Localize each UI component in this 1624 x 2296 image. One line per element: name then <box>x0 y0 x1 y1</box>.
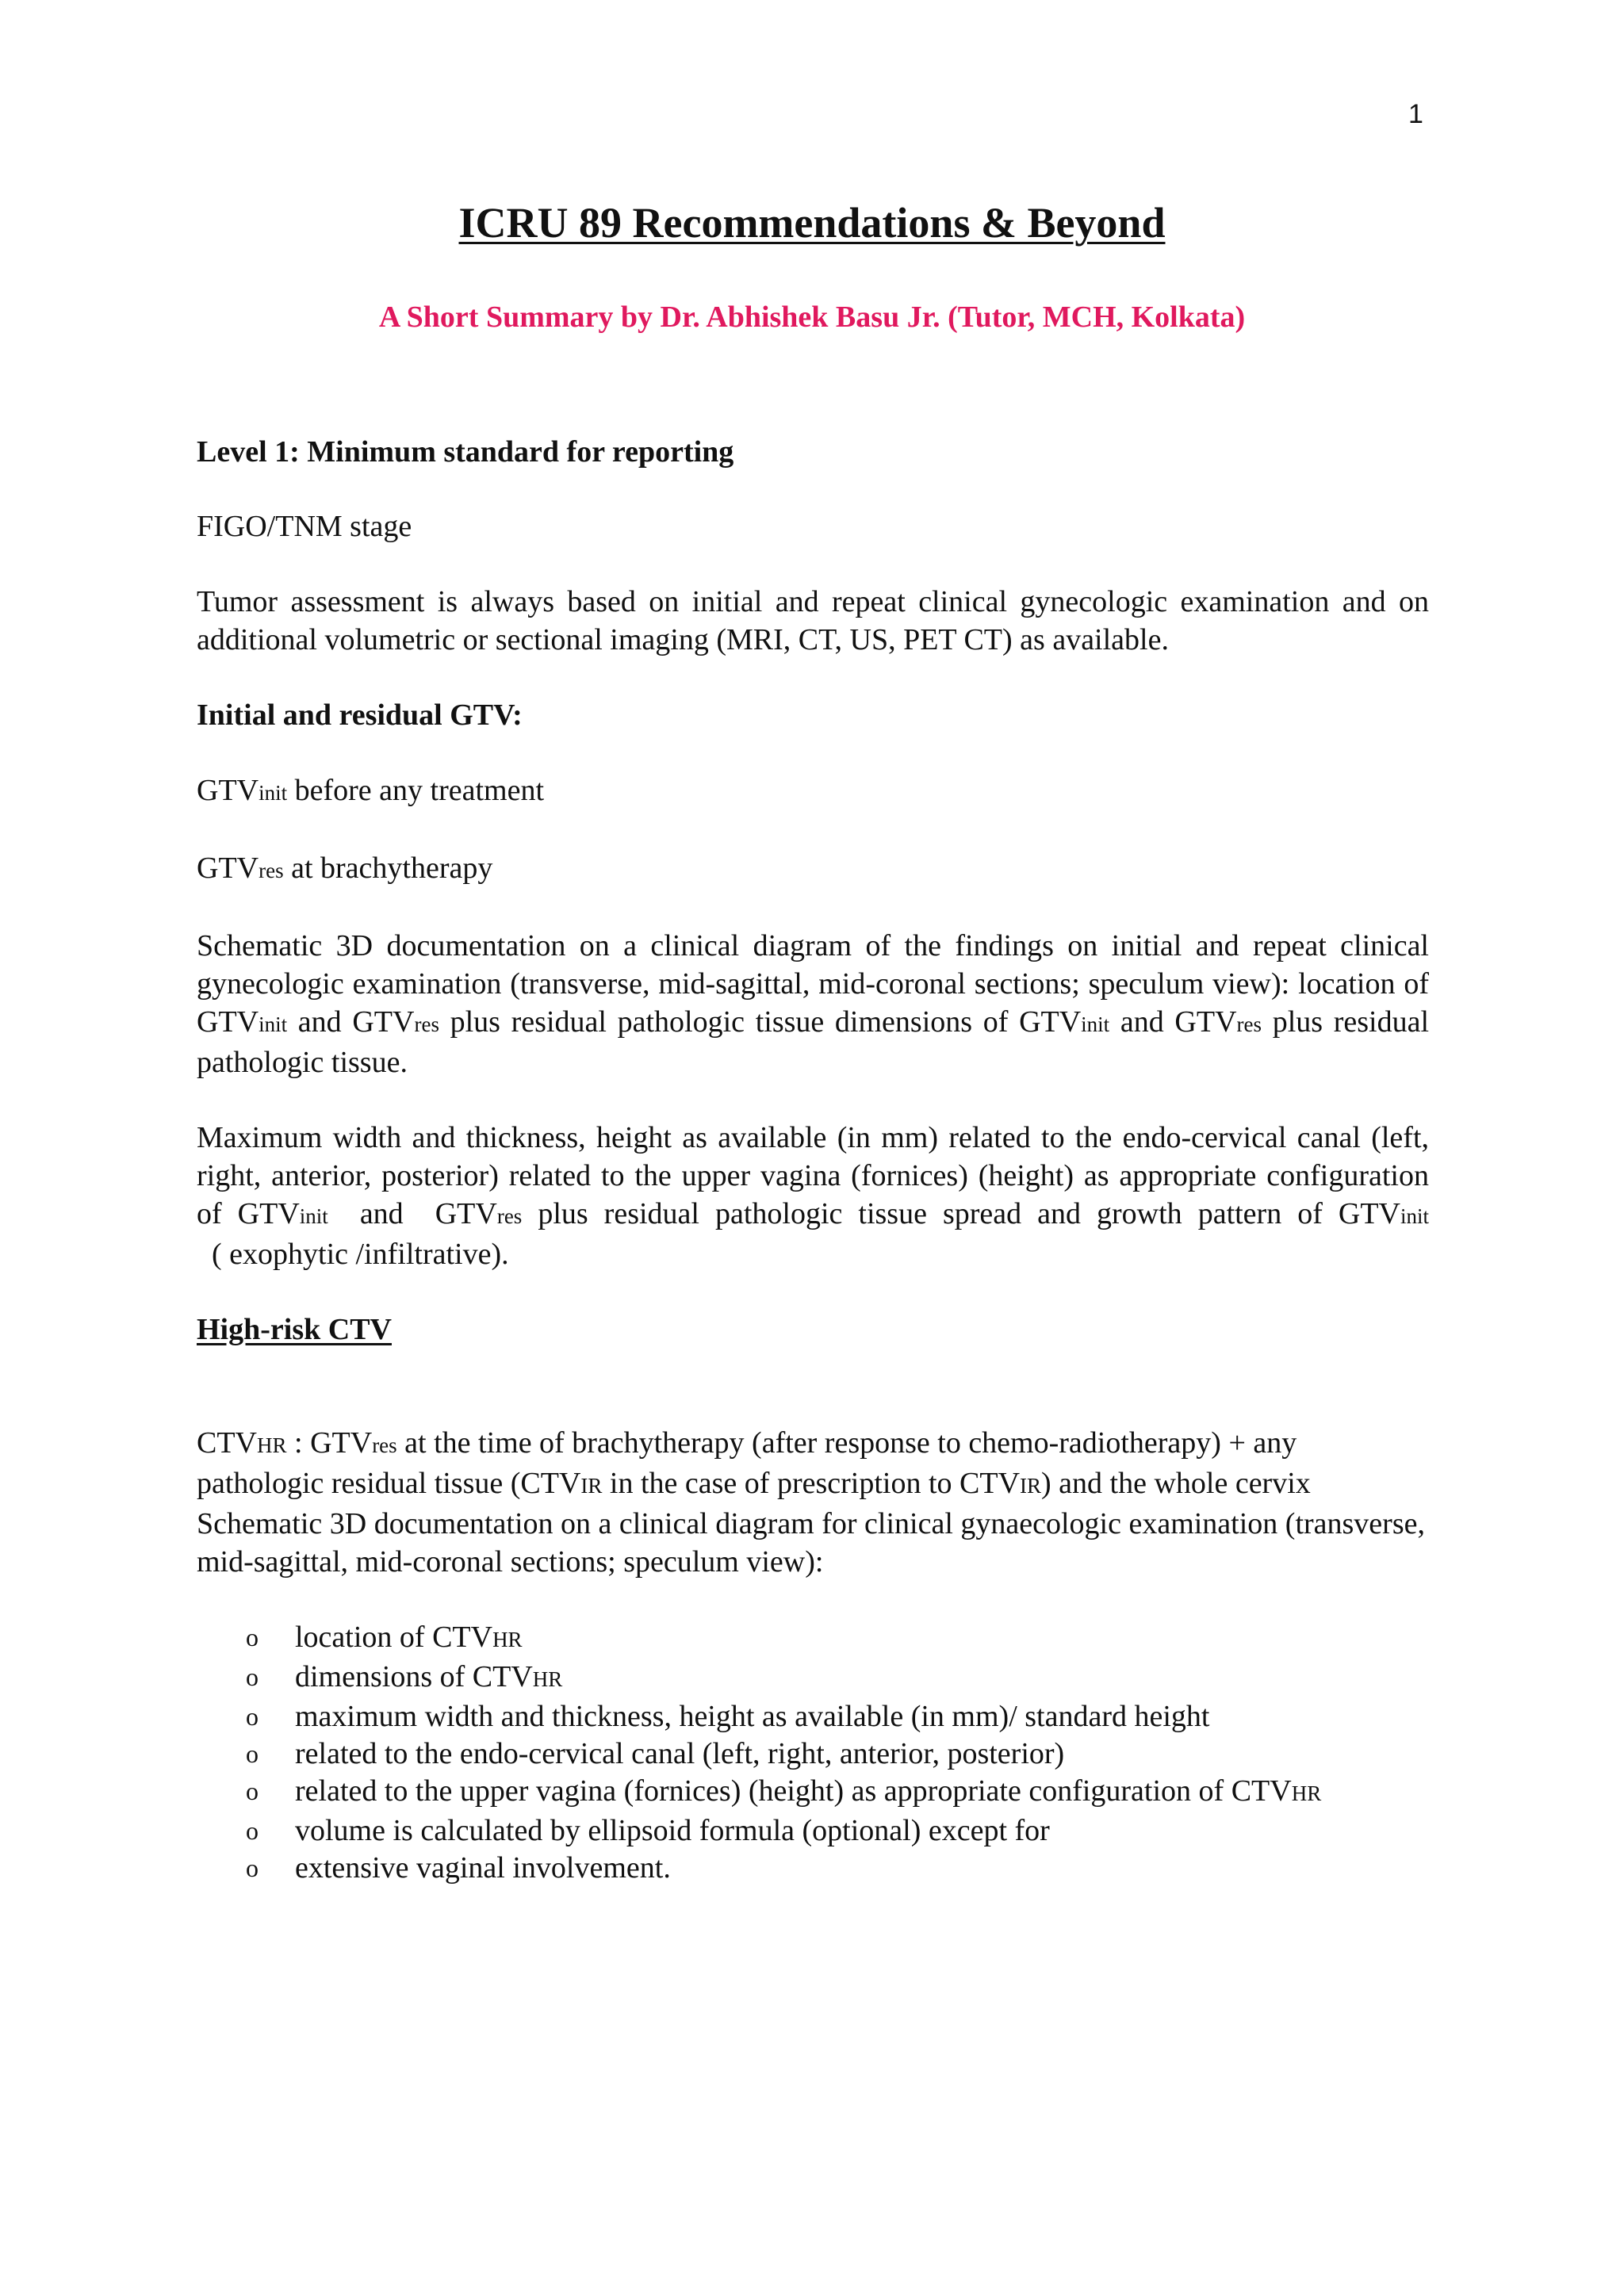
bullet-icon: o <box>246 1854 259 1882</box>
subscript-init: init <box>259 781 288 805</box>
max-text-4: ( exophytic /infiltrative). <box>197 1238 509 1271</box>
subscript-init: init <box>259 1012 288 1036</box>
gtv-term: GTV <box>1338 1197 1400 1230</box>
gtv-res-line <box>197 849 1429 890</box>
gtv-init-description: before any treatment <box>287 774 545 807</box>
document-body <box>197 433 1429 1887</box>
subscript-ir: IR <box>580 1474 603 1498</box>
gtv-term: GTV <box>352 1005 415 1039</box>
gtv-term: GTV <box>237 1197 300 1230</box>
subscript-init: init <box>299 1204 328 1228</box>
schematic-text-2: and <box>287 1005 353 1039</box>
bullet-icon: o <box>246 1739 259 1768</box>
list-item <box>197 1659 1429 1698</box>
list-item <box>197 1850 1429 1887</box>
bullet-icon: o <box>246 1663 259 1691</box>
figo-stage: FIGO/TNM stage <box>197 510 412 543</box>
subscript-hr: HR <box>492 1628 523 1651</box>
schematic-text-5: plus residual pathologic tissue. <box>197 1005 1430 1079</box>
document-title: ICRU 89 Recommendations & Beyond <box>458 199 1166 247</box>
ctv-text-3: in the case of prescription to <box>602 1467 960 1500</box>
bullet-text: extensive vaginal involvement. <box>295 1851 671 1885</box>
schematic-text-1: Schematic 3D documentation on a clinical diagram of the findings on initial and repeat clinical gynecologic examination (transverse, mid-sagittal, mid-coronal sections; speculum view): location of <box>197 929 1429 1001</box>
bullet-icon: o <box>246 1777 259 1805</box>
subscript-res: res <box>259 859 284 882</box>
bullet-text: dimensions of <box>295 1660 473 1693</box>
bullet-text: related to the upper vagina (fornices) (height) as appropriate configuration of <box>295 1774 1231 1808</box>
list-item <box>197 1773 1429 1812</box>
gtv-term: GTV <box>197 1005 259 1039</box>
ctv-term: CTV <box>959 1467 1021 1500</box>
max-text-1: Maximum width and thickness, height as available (in mm) related to the endo-cervical canal (left, right, anterior, posterior) related to the upper vagina (fornices) (height) as appropriate configuration of <box>197 1121 1429 1230</box>
bullet-icon: o <box>246 1623 259 1651</box>
gtv-term: GTV <box>197 851 259 885</box>
level1-heading: Level 1: Minimum standard for reporting <box>197 435 734 469</box>
high-risk-ctv-heading: High-risk CTV <box>197 1313 392 1346</box>
ctv-text-1: : <box>286 1426 311 1460</box>
bullet-icon: o <box>246 1702 259 1731</box>
schematic-text-4: and <box>1120 1005 1175 1039</box>
gtv-term: GTV <box>310 1426 373 1460</box>
bullet-text: maximum width and thickness, height as available (in mm)/ standard height <box>295 1700 1210 1733</box>
subscript-hr: HR <box>532 1667 563 1691</box>
gtv-term: GTV <box>197 774 259 807</box>
document-subtitle: A Short Summary by Dr. Abhishek Basu Jr. (Tutor, MCH, Kolkata) <box>378 300 1246 334</box>
subscript-res: res <box>414 1012 439 1036</box>
subscript-init: init <box>1400 1204 1430 1228</box>
subscript-ir: IR <box>1020 1474 1042 1498</box>
bullet-text: volume is calculated by ellipsoid formula (optional) except for <box>295 1814 1050 1847</box>
subscript-res: res <box>372 1433 397 1457</box>
max-text-2: and <box>327 1197 435 1230</box>
page-number: 1 <box>1408 99 1423 129</box>
subscript-init: init <box>1081 1012 1110 1036</box>
list-item <box>197 1735 1429 1773</box>
list-item <box>197 1698 1429 1735</box>
subscript-res: res <box>496 1204 523 1228</box>
gtv-term: GTV <box>1174 1005 1237 1039</box>
list-item <box>197 1812 1429 1850</box>
bullet-icon: o <box>246 1816 259 1845</box>
subscript-res: res <box>1236 1012 1262 1036</box>
gtv-heading: Initial and residual GTV: <box>197 698 523 732</box>
schematic-documentation-paragraph <box>197 927 1429 1081</box>
gtv-term: GTV <box>1019 1005 1082 1039</box>
schematic-text-3: plus residual pathologic tissue dimensions of <box>439 1005 1020 1039</box>
gtv-res-description: at brachytherapy <box>283 851 493 885</box>
list-item <box>197 1619 1429 1659</box>
bullet-text: location of <box>295 1621 433 1654</box>
bullet-text: related to the endo-cervical canal (left, right, anterior, posterior) <box>295 1737 1065 1770</box>
subscript-hr: HR <box>257 1433 287 1457</box>
ctv-term: CTV <box>1231 1774 1292 1808</box>
ctv-term: CTV <box>472 1660 533 1693</box>
ctv-hr-paragraph <box>197 1424 1429 1581</box>
ctv-term: CTV <box>197 1426 257 1460</box>
gtv-init-line <box>197 771 1429 812</box>
subscript-hr: HR <box>1291 1781 1322 1805</box>
ctv-term: CTV <box>520 1467 581 1500</box>
ctv-hr-bullet-list <box>197 1619 1429 1887</box>
ctv-text-4: ) and the whole cervix Schematic 3D documentation on a clinical diagram for clinical gynaecologic examination (transverse, mid-sagittal, mid-coronal sections; speculum view): <box>197 1467 1425 1578</box>
tumor-assessment-paragraph: Tumor assessment is always based on initial and repeat clinical gynecologic examination and on additional volumetric or sectional imaging (MRI, CT, US, PET CT) as available. <box>197 585 1429 656</box>
gtv-term: GTV <box>435 1197 497 1230</box>
max-text-3: plus residual pathologic tissue spread and growth pattern of <box>522 1197 1339 1230</box>
ctv-term: CTV <box>432 1621 493 1654</box>
ctv-text-2: at the time of brachytherapy (after response to chemo-radiotherapy) + any pathologic residual tissue ( <box>197 1426 1297 1500</box>
maximum-width-paragraph <box>197 1119 1429 1273</box>
